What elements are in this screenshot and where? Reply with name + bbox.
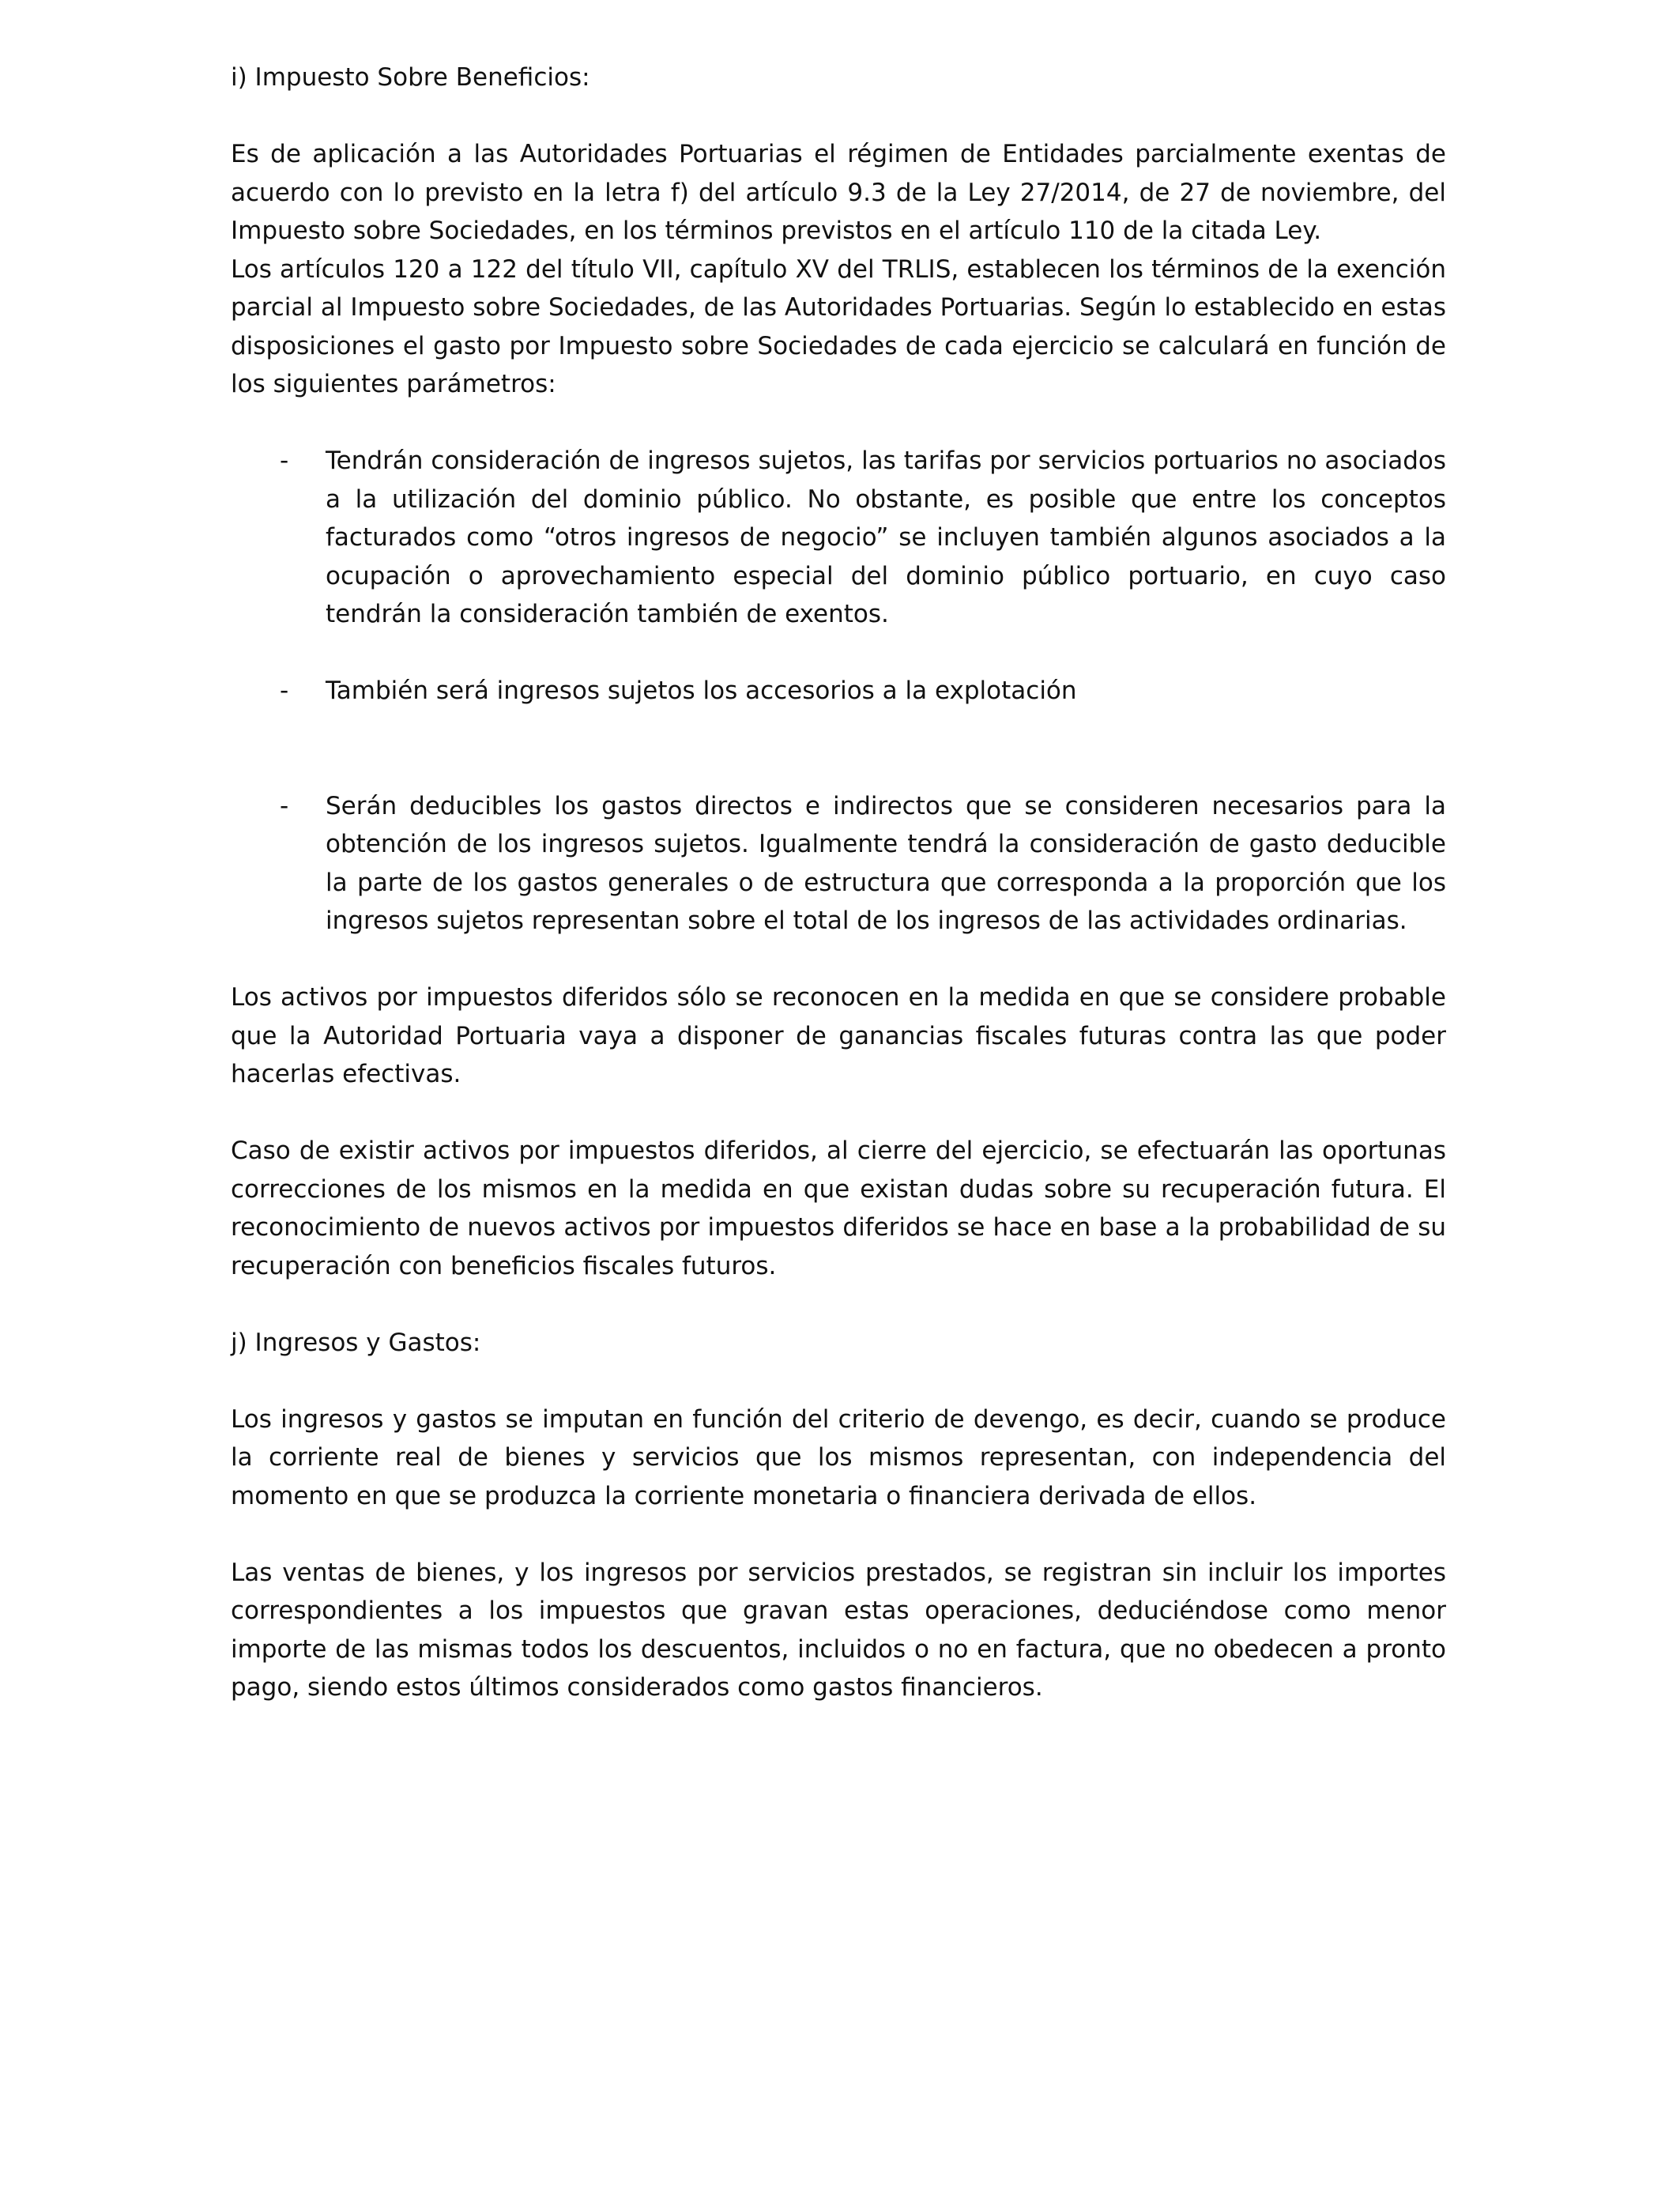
deferred-tax-paragraph: Los activos por impuestos diferidos sólo se reconocen en la medida en que se considere probable que la Autoridad Portuaria vaya a disponer de ganancias fiscales futuras contra las que poder hacerlas efectivas. [231,983,1446,1088]
sales-paragraph: Las ventas de bienes, y los ingresos por servicios prestados, se registran sin incluir los importes correspondientes a los impuestos que gravan estas operaciones, deduciéndose como menor importe de las mismas todos los descuentos, incluidos o no en factura, que no obedecen a pronto pago, siendo estos últimos considerados como gastos financieros. [231,1558,1446,1702]
bullet-dash: - [280,791,289,820]
spacer [231,711,1446,787]
spacer [231,97,1446,136]
bullet-item [231,787,1446,941]
section-heading-tax: i) Impuesto Sobre Beneficios: [231,63,590,92]
deferred-tax-corrections-paragraph: Caso de existir activos por impuestos diferidos, al cierre del ejercicio, se efectuarán las oportunas correcciones de los mismos en la medida en que existan dudas sobre su recuperación futura. El reconocimiento de nuevos activos por impuestos diferidos se hace en base a la probabilidad de su recuperación con beneficios fiscales futuros. [231,1137,1446,1280]
bullet-text: Serán deducibles los gastos directos e indirectos que se consideren necesarios para la obtención de los ingresos sujetos. Igualmente tendrá la consideración de gasto deducible la parte de los gastos generales o de estructura que corresponda a la proporción que los ingresos sujetos representan sobre el total de los ingresos de las actividades ordinarias. [326,791,1446,935]
spacer [231,1285,1446,1324]
document-body [231,58,1446,1707]
income-accrual-paragraph: Los ingresos y gastos se imputan en función del criterio de devengo, es decir, cuando se produce la corriente real de bienes y servicios que los mismos representan, con independencia del momento en que se produzca la corriente monetaria o financiera derivada de ellos. [231,1404,1446,1510]
spacer [231,1362,1446,1400]
spacer [231,1515,1446,1554]
bullet-item [231,442,1446,634]
spacer [231,1094,1446,1133]
section-heading-income: j) Ingresos y Gastos: [231,1328,481,1357]
tax-intro-paragraph: Es de aplicación a las Autoridades Portuarias el régimen de Entidades parcialmente exentas de acuerdo con lo previsto en la letra f) del artículo 9.3 de la Ley 27/2014, de 27 de noviembre, del Impuesto sobre Sociedades, en los términos previstos en el artículo 110 de la citada Ley. [231,140,1446,245]
bullet-text: También será ingresos sujetos los accesorios a la explotación [326,677,1077,705]
bullet-item [231,672,1446,711]
spacer [231,404,1446,443]
tax-regulation-paragraph: Los artículos 120 a 122 del título VII, capítulo XV del TRLIS, establecen los términos de la exención parcial al Impuesto sobre Sociedades, de las Autoridades Portuarias. Según lo establecido en estas disposiciones el gasto por Impuesto sobre Sociedades de cada ejercicio se calculará en función de los siguientes parámetros: [231,254,1446,398]
bullet-dash: - [280,677,289,705]
bullet-text: Tendrán consideración de ingresos sujetos, las tarifas por servicios portuarios no asociados a la utilización del dominio público. No obstante, es posible que entre los conceptos facturados como “otros ingresos de negocio” se incluyen también algunos asociados a la ocupación o aprovechamiento especial del dominio público portuario, en cuyo caso tendrán la consideración también de exentos. [326,447,1446,628]
bullet-dash: - [280,447,289,475]
spacer [231,634,1446,673]
spacer [231,941,1446,979]
